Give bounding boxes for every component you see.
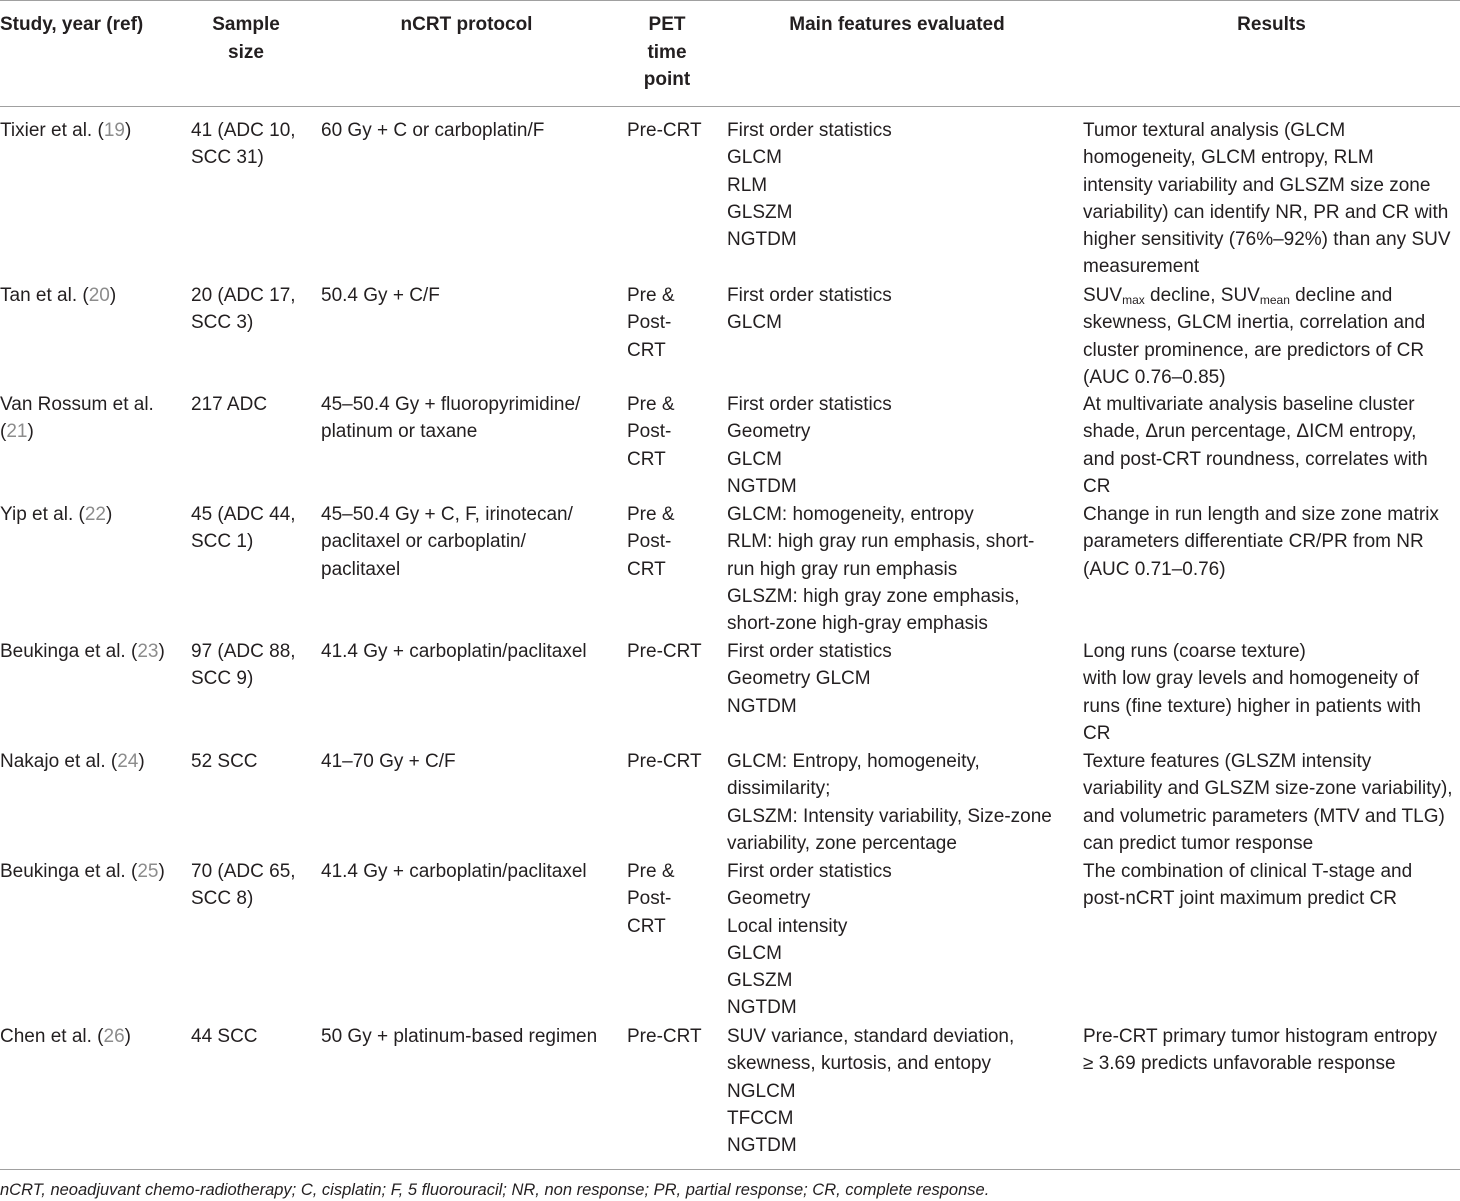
cell-protocol <box>321 117 621 144</box>
cell-line: Pre-CRT <box>627 751 702 772</box>
cell-line: SUV variance, standard deviation, <box>727 1026 1015 1047</box>
cell-line: 44 SCC <box>191 1026 258 1047</box>
cell-features <box>727 391 1077 500</box>
cell-line: Pre-CRT <box>627 120 702 141</box>
cell-line: and post-CRT roundness, correlates with <box>1083 448 1428 470</box>
cell-pet <box>627 1023 722 1050</box>
cell-sample <box>191 391 316 418</box>
cell-line: 60 Gy + C or carboplatin/F <box>321 120 545 141</box>
cell-line: 41.4 Gy + carboplatin/paclitaxel <box>321 861 587 882</box>
cell-line: Beukinga et al. (23) <box>0 641 165 662</box>
cell-line: Pre & <box>627 285 675 306</box>
header-bottom-rule <box>0 106 1460 107</box>
cell-line: higher sensitivity (76%–92%) than any SUV <box>1083 229 1451 251</box>
cell-sample <box>191 1023 316 1050</box>
header-sample-size <box>190 11 302 66</box>
cell-line: First order statistics <box>727 861 892 882</box>
cell-line: GLSZM <box>727 970 793 992</box>
cell-line: SCC 1) <box>191 531 254 553</box>
cell-sample <box>191 501 316 556</box>
cell-line: GLCM <box>727 942 782 964</box>
reference-link[interactable]: 21 <box>6 421 28 443</box>
cell-line: CRT <box>627 915 666 937</box>
cell-line: Van Rossum et al. <box>0 394 154 415</box>
cell-line: NGTDM <box>727 695 797 717</box>
cell-features <box>727 638 1077 720</box>
cell-line: Post- <box>627 312 672 334</box>
cell-study <box>0 117 185 144</box>
header-results: Results <box>1237 14 1306 35</box>
cell-features <box>727 1023 1077 1159</box>
cell-line: SCC 9) <box>191 668 254 690</box>
cell-line: GLSZM <box>727 201 793 223</box>
cell-study <box>0 1023 185 1050</box>
cell-protocol <box>321 638 621 665</box>
cell-line: NGTDM <box>727 997 797 1019</box>
cell-study <box>0 282 185 309</box>
header-protocol: nCRT protocol <box>400 14 533 35</box>
reference-link[interactable]: 23 <box>137 641 159 662</box>
cell-line: SCC 8) <box>191 888 254 910</box>
cell-line: 97 (ADC 88, <box>191 641 296 662</box>
cell-line: 70 (ADC 65, <box>191 861 296 882</box>
cell-line: Geometry <box>727 421 811 443</box>
cell-line: Geometry GLCM <box>727 668 871 690</box>
cell-protocol <box>321 501 621 583</box>
cell-line: Post- <box>627 531 672 553</box>
cell-line: paclitaxel <box>321 558 401 580</box>
cell-study <box>0 501 185 528</box>
cell-features <box>727 282 1077 337</box>
header-sample-line: size <box>228 41 264 63</box>
cell-line: RLM: high gray run emphasis, short- <box>727 531 1035 553</box>
cell-line: (21) <box>0 421 34 443</box>
cell-results <box>1083 638 1460 747</box>
cell-line: Pre-CRT <box>627 1026 702 1047</box>
cell-line: with low gray levels and homogeneity of <box>1083 668 1419 690</box>
cell-sample <box>191 638 316 693</box>
cell-line: short-zone high-gray emphasis <box>727 613 988 635</box>
cell-line: NGTDM <box>727 475 797 497</box>
cell-line: intensity variability and GLSZM size zone <box>1083 174 1431 196</box>
cell-features <box>727 858 1077 1022</box>
cell-line: CRT <box>627 339 666 361</box>
cell-line: 41.4 Gy + carboplatin/paclitaxel <box>321 641 587 662</box>
cell-line: homogeneity, GLCM entropy, RLM <box>1083 147 1374 169</box>
cell-line: CR <box>1083 722 1111 744</box>
cell-line: The combination of clinical T-stage and <box>1083 861 1413 882</box>
cell-pet <box>627 391 722 473</box>
cell-line: parameters differentiate CR/PR from NR <box>1083 531 1424 553</box>
cell-line: GLCM <box>727 312 782 334</box>
cell-line: CR <box>1083 475 1111 497</box>
cell-line: runs (fine texture) higher in patients with <box>1083 695 1421 717</box>
cell-line: Chen et al. (26) <box>0 1026 131 1047</box>
cell-pet <box>627 858 722 940</box>
cell-line: At multivariate analysis baseline cluster <box>1083 394 1415 415</box>
cell-line: Post- <box>627 421 672 443</box>
cell-line: NGLCM <box>727 1080 796 1102</box>
reference-link[interactable]: 26 <box>103 1026 125 1047</box>
cell-line: variability) can identify NR, PR and CR with <box>1083 201 1449 223</box>
cell-line: RLM <box>727 174 768 196</box>
header-pet-line: time <box>647 41 687 63</box>
cell-line: SCC 31) <box>191 147 264 169</box>
header-pet-time-point <box>622 11 712 94</box>
cell-line: measurement <box>1083 256 1200 278</box>
cell-line: Pre-CRT primary tumor histogram entropy <box>1083 1026 1438 1047</box>
cell-results <box>1083 282 1460 391</box>
cell-line: Tumor textural analysis (GLCM <box>1083 120 1346 141</box>
cell-line: 41 (ADC 10, <box>191 120 296 141</box>
cell-line: variability and GLSZM size-zone variability), <box>1083 778 1453 800</box>
cell-line: 50.4 Gy + C/F <box>321 285 440 306</box>
cell-line: NGTDM <box>727 1135 797 1157</box>
cell-line: Tixier et al. (19) <box>0 120 132 141</box>
cell-line: 52 SCC <box>191 751 258 772</box>
cell-line: GLCM <box>727 448 782 470</box>
table-footnote: nCRT, neoadjuvant chemo-radiotherapy; C, cisplatin; F, 5 fluorouracil; NR, non response; PR, partial response; CR, complete response. <box>0 1181 990 1199</box>
cell-line: paclitaxel or carboplatin/ <box>321 531 526 553</box>
cell-sample <box>191 748 316 775</box>
cell-line: TFCCM <box>727 1107 794 1129</box>
cell-study <box>0 391 185 446</box>
cell-sample <box>191 858 316 913</box>
cell-line: Long runs (coarse texture) <box>1083 641 1306 662</box>
cell-line: SCC 3) <box>191 312 254 334</box>
cell-line: First order statistics <box>727 641 892 662</box>
cell-line: run high gray run emphasis <box>727 558 958 580</box>
cell-results <box>1083 391 1460 500</box>
cell-features <box>727 117 1077 253</box>
header-pet-line: PET <box>648 14 686 35</box>
table-top-rule <box>0 0 1460 1</box>
cell-line: 217 ADC <box>191 394 268 415</box>
cell-line: GLCM: Entropy, homogeneity, <box>727 751 980 772</box>
cell-protocol <box>321 1023 621 1050</box>
cell-sample <box>191 282 316 337</box>
reference-link[interactable]: 19 <box>103 120 125 141</box>
cell-line: 45–50.4 Gy + C, F, irinotecan/ <box>321 504 573 525</box>
cell-line: CRT <box>627 448 666 470</box>
cell-line: 41–70 Gy + C/F <box>321 751 456 772</box>
cell-line: Geometry <box>727 888 811 910</box>
cell-line: (AUC 0.76–0.85) <box>1083 366 1226 388</box>
header-main-features: Main features evaluated <box>789 14 1005 35</box>
cell-line: 45–50.4 Gy + fluoropyrimidine/ <box>321 394 581 415</box>
cell-line: can predict tumor response <box>1083 832 1314 854</box>
cell-line: CRT <box>627 558 666 580</box>
cell-pet <box>627 282 722 364</box>
cell-line: 50 Gy + platinum-based regimen <box>321 1026 598 1047</box>
cell-line: Pre & <box>627 394 675 415</box>
cell-line: GLCM <box>727 147 782 169</box>
cell-features <box>727 748 1077 857</box>
cell-line: Local intensity <box>727 915 848 937</box>
header-study: Study, year (ref) <box>0 14 144 35</box>
cell-pet <box>627 117 722 144</box>
cell-study <box>0 638 185 665</box>
cell-line: Pre-CRT <box>627 641 702 662</box>
cell-line: skewness, kurtosis, and entopy <box>727 1053 992 1075</box>
cell-pet <box>627 638 722 665</box>
cell-line: Tan et al. (20) <box>0 285 117 306</box>
cell-line: GLSZM: high gray zone emphasis, <box>727 585 1020 607</box>
cell-line: Pre & <box>627 861 675 882</box>
table-bottom-rule <box>0 1169 1460 1170</box>
cell-line: First order statistics <box>727 394 892 415</box>
cell-line: and volumetric parameters (MTV and TLG) <box>1083 805 1445 827</box>
header-pet-line: point <box>643 69 691 90</box>
cell-line: Pre & <box>627 504 675 525</box>
cell-line: $SUV_{max}$ decline, $SUV_{mean}$ decline and <box>1083 285 1393 307</box>
cell-line: GLCM: homogeneity, entropy <box>727 504 974 525</box>
cell-line: post-nCRT joint maximum predict CR <box>1083 888 1397 910</box>
cell-line: Beukinga et al. (25) <box>0 861 165 882</box>
cell-results <box>1083 858 1460 913</box>
cell-line: Texture features (GLSZM intensity <box>1083 751 1372 772</box>
header-sample-line: Sample <box>212 14 280 35</box>
cell-protocol <box>321 391 621 446</box>
cell-line: NGTDM <box>727 229 797 251</box>
cell-line: Yip et al. (22) <box>0 504 113 525</box>
reference-link[interactable]: 25 <box>137 861 159 882</box>
cell-line: First order statistics <box>727 120 892 141</box>
cell-line: dissimilarity; <box>727 778 831 800</box>
cell-line: skewness, GLCM inertia, correlation and <box>1083 312 1426 334</box>
cell-line: Nakajo et al. (24) <box>0 751 145 772</box>
cell-pet <box>627 748 722 775</box>
cell-pet <box>627 501 722 583</box>
cell-line: First order statistics <box>727 285 892 306</box>
cell-line: 45 (ADC 44, <box>191 504 296 525</box>
cell-line: GLSZM: Intensity variability, Size-zone <box>727 805 1052 827</box>
cell-line: shade, Δrun percentage, ΔICM entropy, <box>1083 421 1417 443</box>
cell-line: platinum or taxane <box>321 421 478 443</box>
cell-study <box>0 748 185 775</box>
cell-protocol <box>321 858 621 885</box>
cell-results <box>1083 1023 1460 1078</box>
cell-line: variability, zone percentage <box>727 832 957 854</box>
cell-results <box>1083 501 1460 583</box>
cell-study <box>0 858 185 885</box>
cell-line: cluster prominence, are predictors of CR <box>1083 339 1425 361</box>
reference-link[interactable]: 20 <box>88 285 110 306</box>
cell-line: Change in run length and size zone matrix <box>1083 504 1439 525</box>
cell-features <box>727 501 1077 637</box>
cell-protocol <box>321 282 621 309</box>
cell-sample <box>191 117 316 172</box>
reference-link[interactable]: 22 <box>84 504 106 525</box>
cell-results <box>1083 117 1460 281</box>
cell-line: 20 (ADC 17, <box>191 285 296 306</box>
cell-line: ≥ 3.69 predicts unfavorable response <box>1083 1053 1396 1075</box>
cell-results <box>1083 748 1460 857</box>
cell-line: Post- <box>627 888 672 910</box>
reference-link[interactable]: 24 <box>117 751 139 772</box>
cell-line: (AUC 0.71–0.76) <box>1083 558 1226 580</box>
cell-protocol <box>321 748 621 775</box>
